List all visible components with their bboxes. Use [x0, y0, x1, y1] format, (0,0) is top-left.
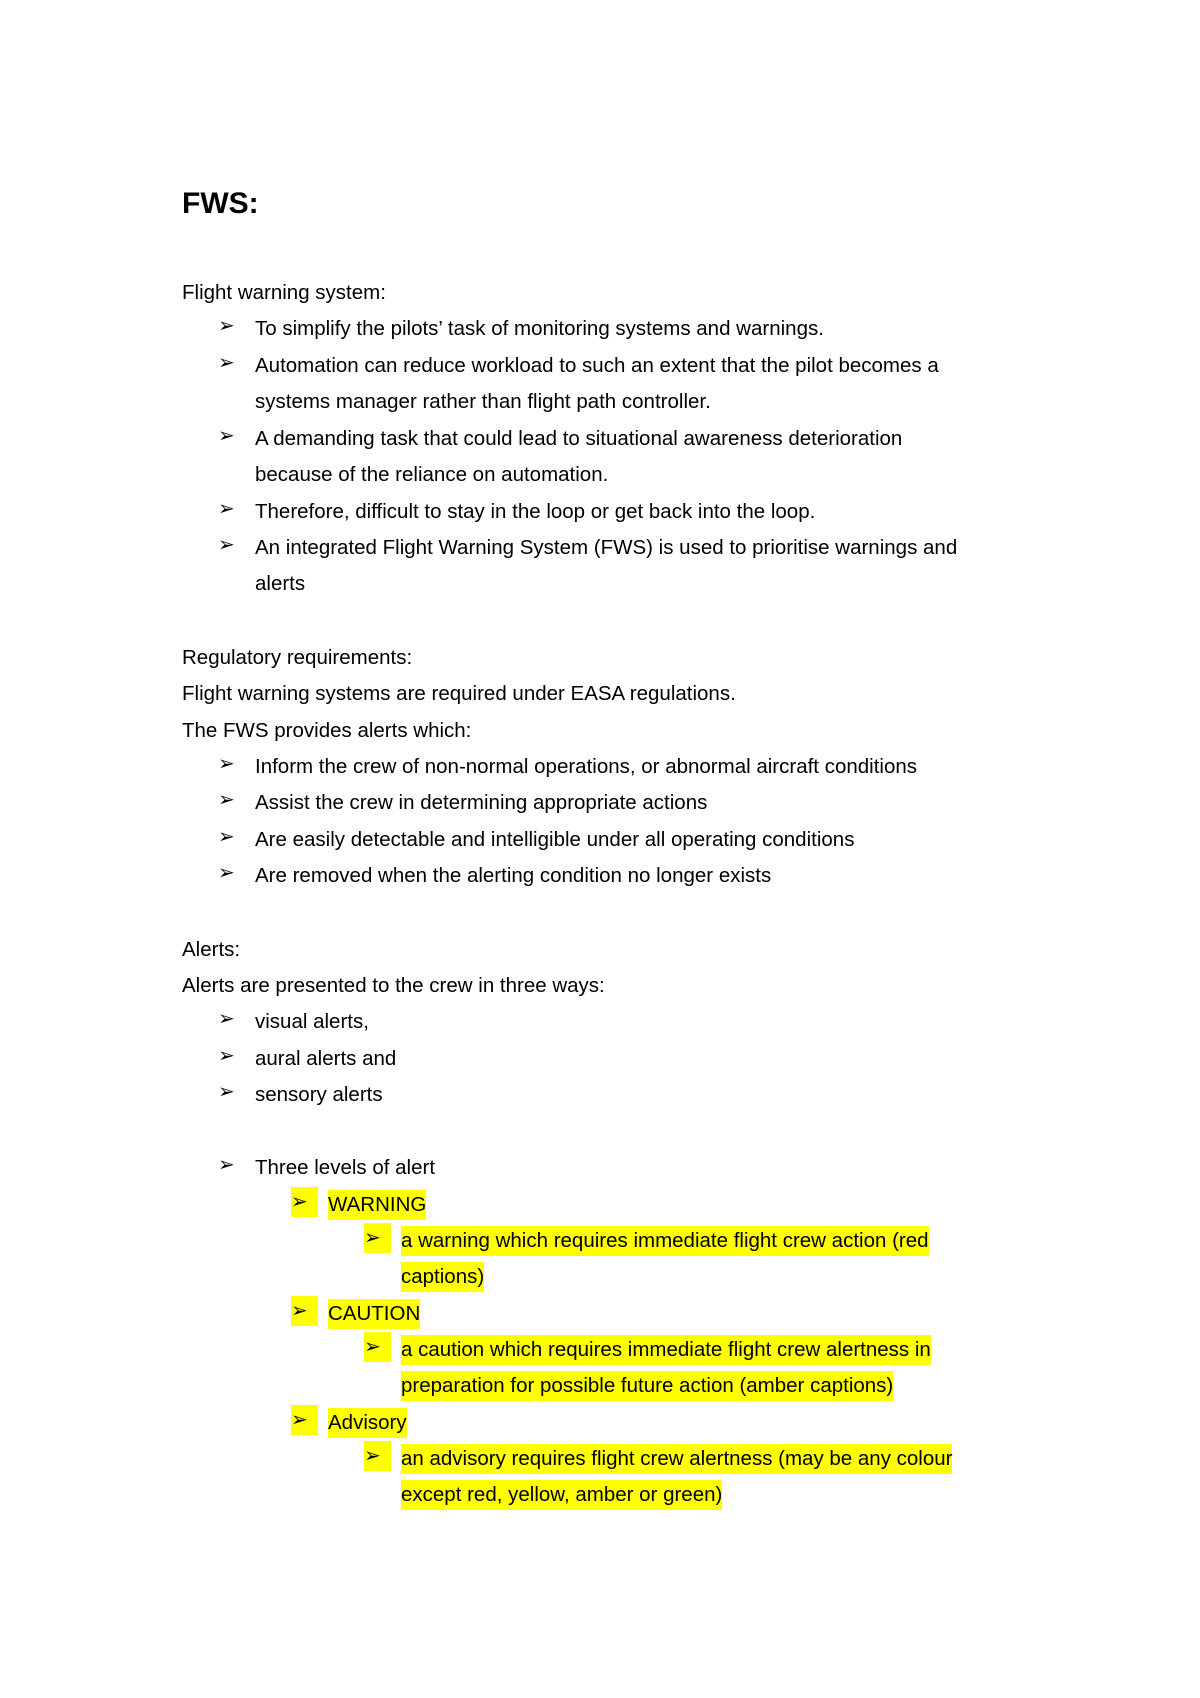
arrowhead-bullet-icon: ➢ [291, 1296, 318, 1326]
alert-level-description-continuation: captions) [401, 1262, 484, 1292]
alert-level-name: Advisory [328, 1408, 407, 1438]
alert-level-description: a warning which requires immediate flight crew action (red [401, 1226, 929, 1256]
arrowhead-bullet-icon: ➢ [218, 1008, 235, 1030]
list-item-continuation: alerts [255, 572, 306, 595]
arrowhead-bullet-icon: ➢ [364, 1332, 391, 1362]
arrowhead-bullet-icon: ➢ [218, 789, 235, 811]
list-item: Assist the crew in determining appropriate actions [255, 791, 708, 814]
alert-level-description-continuation: preparation for possible future action (amber captions) [401, 1371, 893, 1401]
arrowhead-bullet-icon: ➢ [218, 352, 235, 374]
alert-level-name: WARNING [328, 1190, 426, 1220]
list-item: To simplify the pilots’ task of monitoring systems and warnings. [255, 317, 824, 340]
arrowhead-bullet-icon: ➢ [364, 1441, 391, 1471]
list-item: An integrated Flight Warning System (FWS) is used to prioritise warnings and [255, 536, 958, 559]
list-item-continuation: because of the reliance on automation. [255, 463, 609, 486]
list-item: Are removed when the alerting condition no longer exists [255, 864, 772, 887]
arrowhead-bullet-icon: ➢ [218, 1045, 235, 1067]
arrowhead-bullet-icon: ➢ [218, 826, 235, 848]
list-item: aural alerts and [255, 1047, 397, 1070]
section-heading: Alerts: [182, 938, 241, 961]
arrowhead-bullet-icon: ➢ [218, 1154, 235, 1176]
list-item: visual alerts, [255, 1010, 369, 1033]
paragraph: The FWS provides alerts which: [182, 719, 472, 742]
arrowhead-bullet-icon: ➢ [218, 1081, 235, 1103]
arrowhead-bullet-icon: ➢ [218, 315, 235, 337]
section-heading: Flight warning system: [182, 281, 386, 304]
paragraph: Alerts are presented to the crew in three ways: [182, 974, 605, 997]
list-item: Therefore, difficult to stay in the loop or get back into the loop. [255, 500, 816, 523]
list-item: Inform the crew of non-normal operations, or abnormal aircraft conditions [255, 755, 918, 778]
alert-level-description: an advisory requires flight crew alertness (may be any colour [401, 1444, 952, 1474]
list-item: Automation can reduce workload to such an extent that the pilot becomes a [255, 354, 939, 377]
arrowhead-bullet-icon: ➢ [218, 498, 235, 520]
arrowhead-bullet-icon: ➢ [218, 534, 235, 556]
list-item: Three levels of alert [255, 1156, 436, 1179]
list-item-continuation: systems manager rather than flight path controller. [255, 390, 711, 413]
paragraph: Flight warning systems are required under EASA regulations. [182, 682, 736, 705]
alert-level-description: a caution which requires immediate flight crew alertness in [401, 1335, 931, 1365]
list-item: A demanding task that could lead to situational awareness deterioration [255, 427, 903, 450]
arrowhead-bullet-icon: ➢ [291, 1405, 318, 1435]
alert-level-description-continuation: except red, yellow, amber or green) [401, 1480, 722, 1510]
alert-level-name: CAUTION [328, 1299, 420, 1329]
page-title: FWS: [182, 187, 259, 220]
list-item: sensory alerts [255, 1083, 383, 1106]
arrowhead-bullet-icon: ➢ [218, 862, 235, 884]
arrowhead-bullet-icon: ➢ [218, 425, 235, 447]
arrowhead-bullet-icon: ➢ [291, 1187, 318, 1217]
section-heading: Regulatory requirements: [182, 646, 413, 669]
arrowhead-bullet-icon: ➢ [218, 753, 235, 775]
list-item: Are easily detectable and intelligible under all operating conditions [255, 828, 855, 851]
arrowhead-bullet-icon: ➢ [364, 1223, 391, 1253]
